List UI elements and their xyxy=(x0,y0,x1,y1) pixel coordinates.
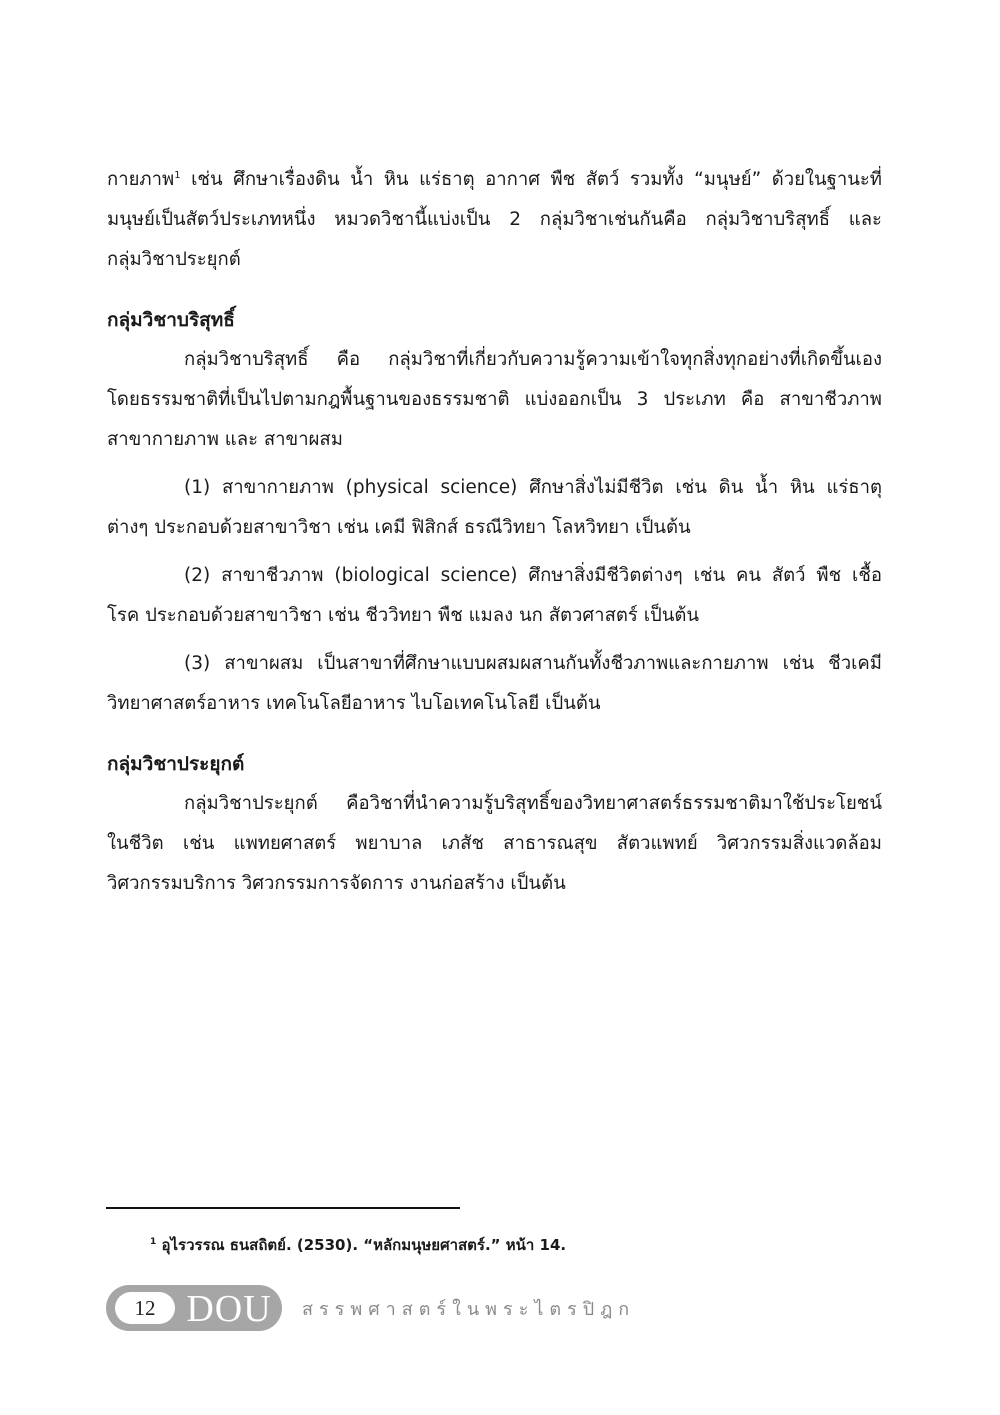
footnote xyxy=(150,1232,566,1258)
heading-pure-sciences: กลุ่มวิชาบริสุทธิ์ xyxy=(107,309,235,331)
applied-para-line-2: ในชีวิต เช่น แพทยศาสตร์ พยาบาล เภสัช สาธารณสุข สัตวแพทย์ วิศวกรรมสิ่งแวดล้อม xyxy=(107,833,882,854)
item-2-line-1: (2) สาขาชีวภาพ (biological science) ศึกษาสิ่งมีชีวิตต่างๆ เช่น คน สัตว์ พืช เชื้อ xyxy=(184,565,882,586)
footnote-ref[interactable]: 1 xyxy=(174,170,181,181)
page-footer xyxy=(106,1283,635,1333)
item-2-line-2: โรค ประกอบด้วยสาขาวิชา เช่น ชีววิทยา พืช แมลง นก สัตวศาสตร์ เป็นต้น xyxy=(107,605,700,626)
heading-applied-sciences: กลุ่มวิชาประยุกต์ xyxy=(107,753,245,775)
pure-para-line-1: กลุ่มวิชาบริสุทธิ์ คือ กลุ่มวิชาที่เกี่ยวกับความรู้ความเข้าใจทุกสิ่งทุกอย่างที่เกิดขึ้นเอง xyxy=(184,349,882,370)
intro-text: เช่น ศึกษาเรื่องดิน น้ำ หิน แร่ธาตุ อากาศ พืช สัตว์ รวมทั้ง “มนุษย์” ด้วยในฐานะที่ xyxy=(180,169,882,190)
footnote-number: 1 xyxy=(150,1237,157,1247)
footnote-text: อุไรวรรณ ธนสถิตย์. (2530). “หลักมนุษยศาสตร์.” หน้า 14. xyxy=(156,1236,567,1254)
applied-para-line-3: วิศวกรรมบริการ วิศวกรรมการจัดการ งานก่อสร้าง เป็นต้น xyxy=(107,873,566,894)
intro-line-1 xyxy=(107,160,882,200)
dou-logo: DOU xyxy=(186,1288,272,1330)
intro-line-2: มนุษย์เป็นสัตว์ประเภทหนึ่ง หมวดวิชานี้แบ่งเป็น 2 กลุ่มวิชาเช่นกันคือ กลุ่มวิชาบริสุทธิ์ และ xyxy=(107,209,882,230)
page-number: 12 xyxy=(115,1292,175,1324)
intro-text: กายภาพ xyxy=(107,169,175,190)
item-1-line-2: ต่างๆ ประกอบด้วยสาขาวิชา เช่น เคมี ฟิสิกส์ ธรณีวิทยา โลหวิทยา เป็นต้น xyxy=(107,517,691,538)
item-3-line-1: (3) สาขาผสม เป็นสาขาที่ศึกษาแบบผสมผสานกันทั้งชีวภาพและกายภาพ เช่น ชีวเคมี xyxy=(184,653,882,674)
intro-line-3: กลุ่มวิชาประยุกต์ xyxy=(107,249,241,270)
dou-badge xyxy=(106,1285,282,1331)
pure-para-line-3: สาขากายภาพ และ สาขาผสม xyxy=(107,429,343,450)
book-title: สรรพศาสตร์ในพระไตรปิฎก xyxy=(302,1298,636,1320)
pure-para-line-2: โดยธรรมชาติที่เป็นไปตามกฎพื้นฐานของธรรมชาติ แบ่งออกเป็น 3 ประเภท คือ สาขาชีวภาพ xyxy=(107,389,882,410)
item-3-line-2: วิทยาศาสตร์อาหาร เทคโนโลยีอาหาร ไบโอเทคโนโลยี เป็นต้น xyxy=(107,693,601,714)
applied-para-line-1: กลุ่มวิชาประยุกต์ คือวิชาที่นำความรู้บริสุทธิ์ของวิทยาศาสตร์ธรรมชาติมาใช้ประโยชน์ xyxy=(184,793,882,814)
item-1-line-1: (1) สาขากายภาพ (physical science) ศึกษาสิ่งไม่มีชีวิต เช่น ดิน น้ำ หิน แร่ธาตุ xyxy=(184,477,882,498)
footnote-divider xyxy=(106,1207,460,1209)
page-body xyxy=(107,160,882,904)
